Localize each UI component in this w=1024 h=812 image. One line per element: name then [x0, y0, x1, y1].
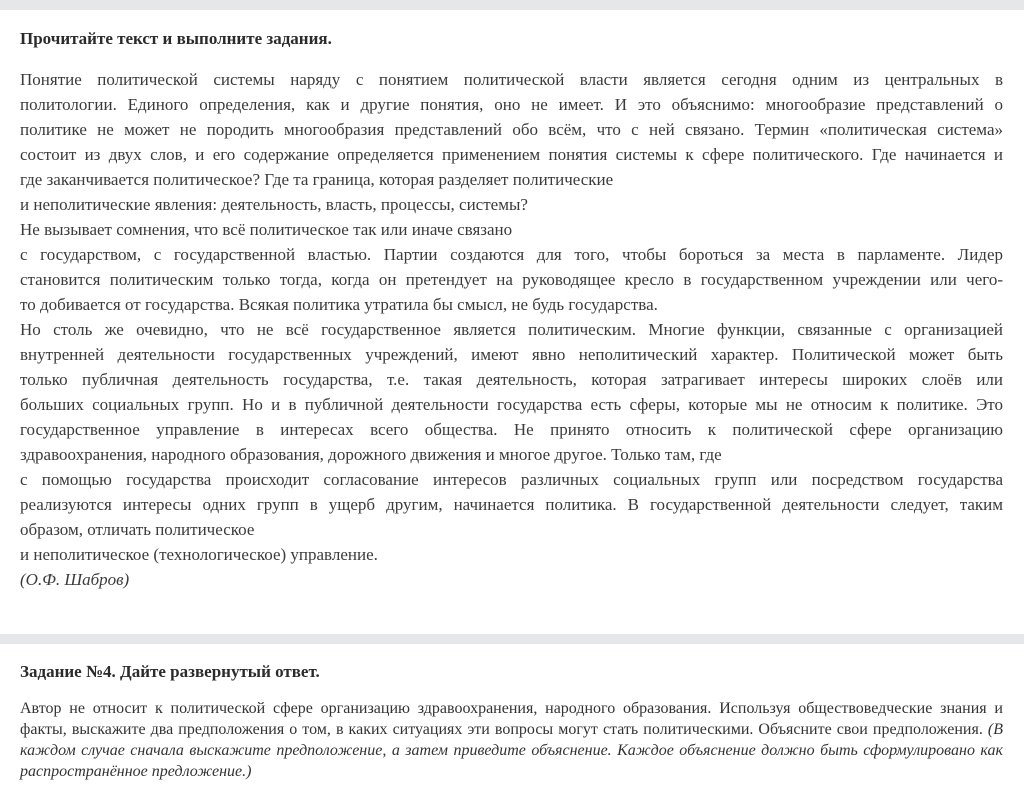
text-line: то добивается от государства. Всякая политика утратила бы смысл, не будь государства.	[20, 295, 658, 314]
text-line: политологии. Единого определения, как и другие понятия, оно не имеет. И это объяснимо: многообразие представлений о	[20, 95, 1003, 114]
text-line: Но столь же очевидно, что не всё государственное является политическим. Многие функции, связанные с организацией	[20, 320, 1003, 339]
text-line: больших социальных групп. Но и в публичной деятельности государства есть сферы, которые мы не относим к политике. Это	[20, 395, 1003, 414]
text-line: государственное управление в интересах всего общества. Не принято относить к политической сфере организацию	[20, 420, 1003, 439]
text-line: с помощью государства происходит согласование интересов различных социальных групп или посредством государства	[20, 470, 1003, 489]
task-question: Автор не относит к политической сфере организацию здравоохранения, народного образования. Используя обществоведческие знания и факты, выскажите два предположения о том, в каких ситуациях эти вопросы могут стать политическими. Объясните свои предположения.	[20, 700, 1003, 738]
text-line: и неполитические явления: деятельность, власть, процессы, системы?	[20, 195, 528, 214]
text-line: внутренней деятельности государственных учреждений, имеют явно неполитический характер. Политической может быть	[20, 345, 1003, 364]
text-line: Понятие политической системы наряду с понятием политической власти является сегодня одним из центральных в	[20, 70, 1003, 89]
section-divider-band	[0, 634, 1024, 644]
author-citation: (О.Ф. Шабров)	[20, 570, 130, 589]
text-line: образом, отличать политическое	[20, 520, 255, 539]
reading-heading: Прочитайте текст и выполните задания.	[20, 29, 332, 48]
reading-section	[0, 28, 1024, 592]
text-line: только публичная деятельность государства, т.е. такая деятельность, которая затрагивает интересы широких слоёв или	[20, 370, 1003, 389]
text-line: реализуются интересы одних групп в ущерб другим, начинается политика. В государственной деятельности следует, таким	[20, 495, 1003, 514]
task-body	[20, 698, 1003, 782]
reading-text	[20, 67, 1003, 567]
text-line: где заканчивается политическое? Где та граница, которая разделяет политические	[20, 170, 614, 189]
task-heading: Задание №4. Дайте развернутый ответ.	[20, 662, 320, 681]
text-line: Не вызывает сомнения, что всё политическое так или иначе связано	[20, 220, 513, 239]
text-line: состоит из двух слов, и его содержание определяется применением понятия системы к сфере политического. Где начинается и	[20, 145, 1003, 164]
text-line: становится политическим только тогда, когда он претендует на руководящее кресло в государственном учреждении или чего-	[20, 270, 1003, 289]
text-line: политике не может не породить многообразия представлений обо всём, что с ней связано. Термин «политическая система»	[20, 120, 1003, 139]
text-line: с государством, с государственной властью. Партии создаются для того, чтобы бороться за места в парламенте. Лидер	[20, 245, 1003, 264]
task-section	[0, 661, 1024, 782]
top-band	[0, 0, 1024, 10]
task-instruction: (В каждом случае сначала выскажите предположение, а затем приведите объяснение. Каждое объяснение должно быть сформулировано как распространённое предложение.)	[20, 721, 1003, 780]
text-line: и неполитическое (технологическое) управление.	[20, 545, 378, 564]
text-line: здравоохранения, народного образования, дорожного движения и многое другое. Только там, где	[20, 445, 722, 464]
